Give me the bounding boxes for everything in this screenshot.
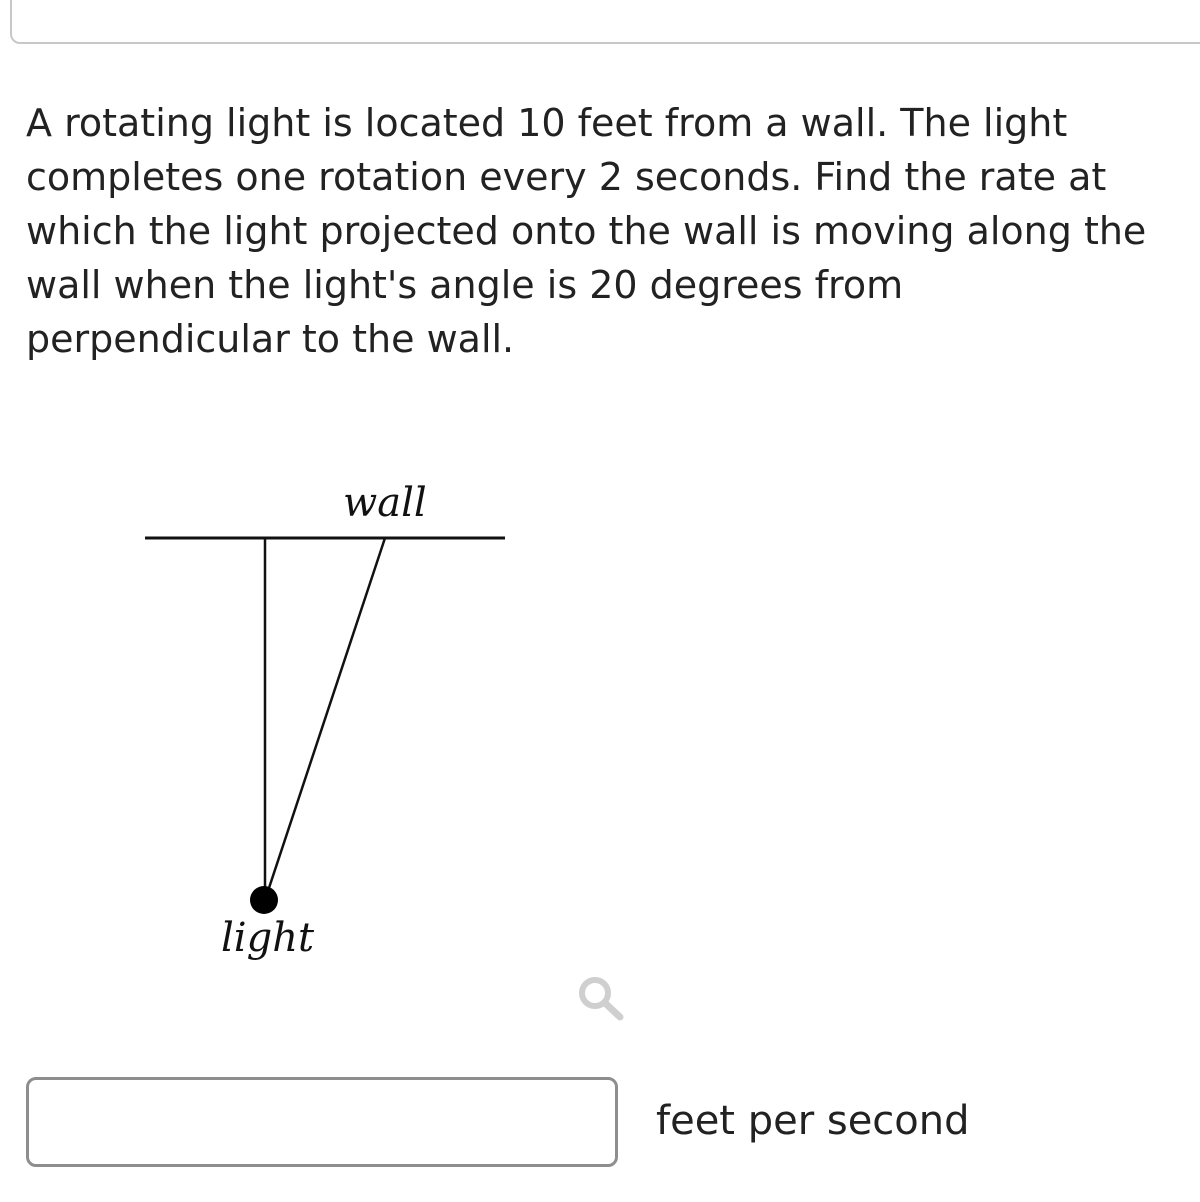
light-source-dot bbox=[250, 886, 278, 914]
wall-label: wall bbox=[343, 480, 427, 526]
magnifier-icon[interactable] bbox=[574, 974, 626, 1022]
question-text: A rotating light is located 10 feet from a wall. The light completes one rotation every 2 seconds. Find the rate at which the light projected onto the wall is moving along the wall when the light's angle is 20 degrees from perpendicular to the wall. bbox=[26, 101, 1147, 361]
unit-label: feet per second bbox=[656, 1098, 970, 1144]
light-beam-line bbox=[265, 538, 385, 900]
light-label: light bbox=[221, 915, 315, 961]
answer-input[interactable] bbox=[26, 1077, 618, 1167]
